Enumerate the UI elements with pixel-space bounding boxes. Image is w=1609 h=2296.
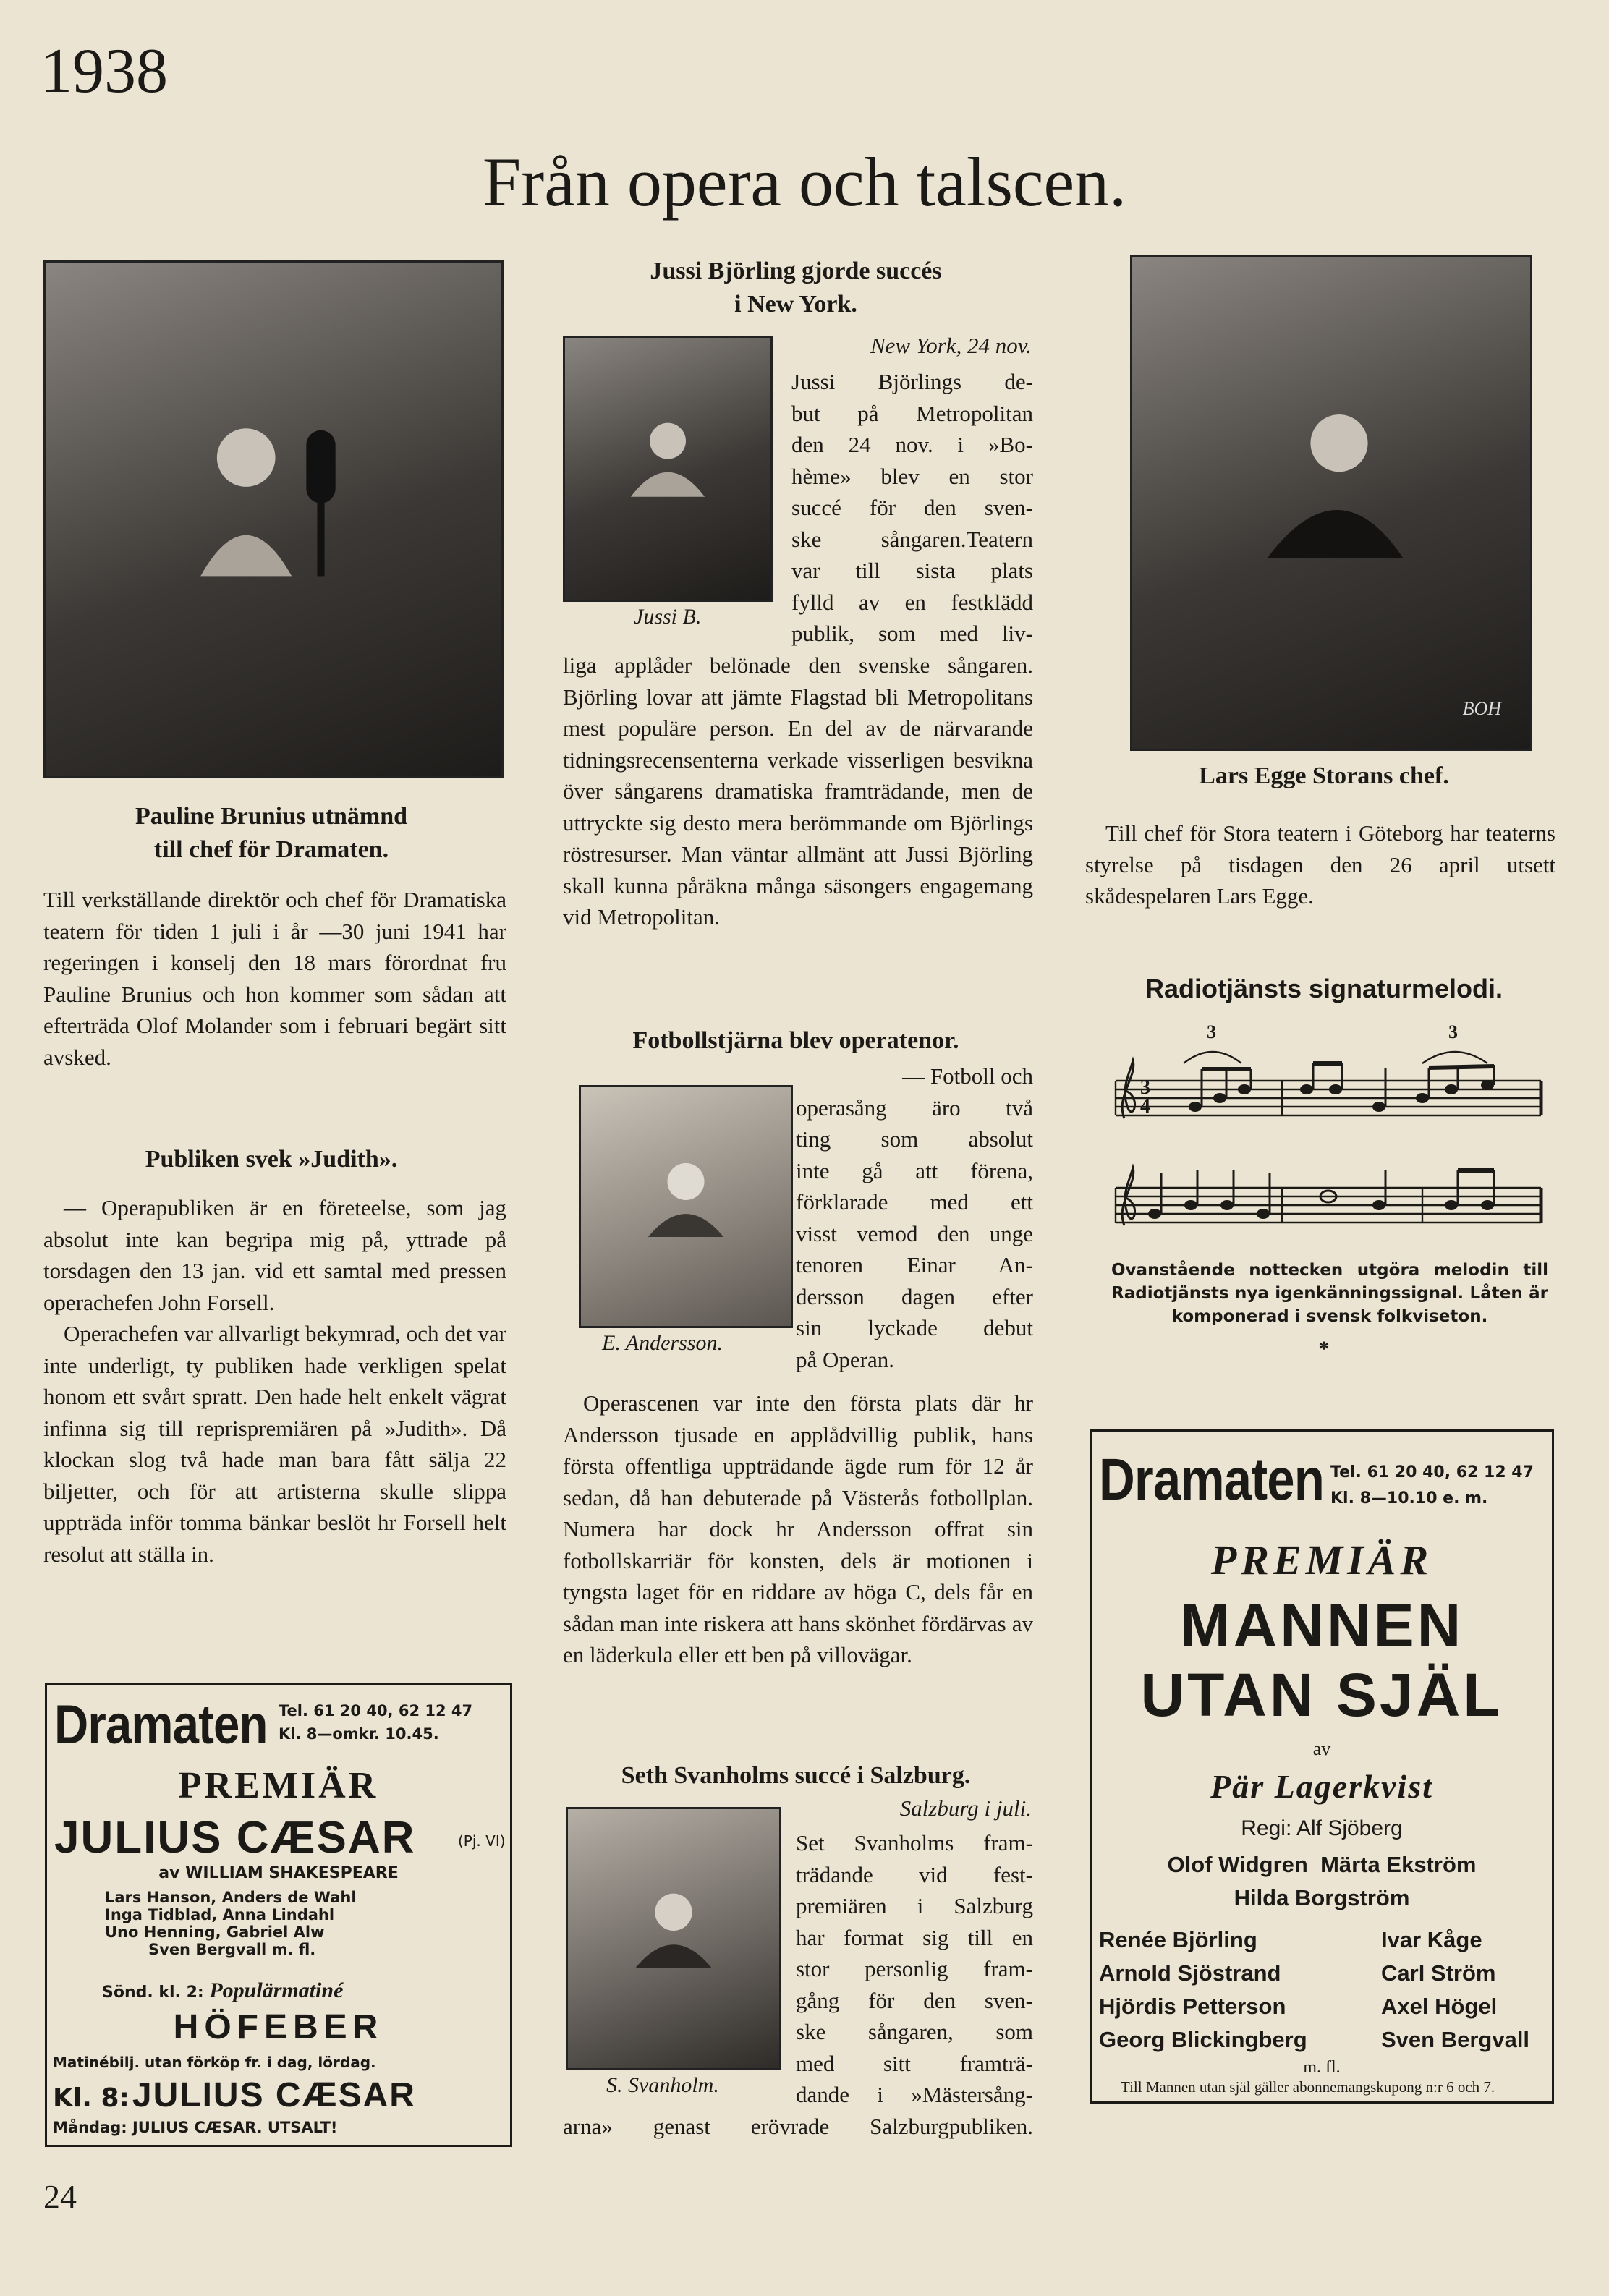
egge-body: Till chef för Stora teatern i Göteborg har teaterns styrelse på tisdagen den 26 april utsett skådespelaren Lars Egge. xyxy=(1085,820,1555,909)
ad1-matinee: Matinébilj. utan förköp fr. i dag, lördag. xyxy=(53,2054,376,2071)
bjorling-line: hème» blev en stor xyxy=(791,463,1033,489)
ad2-theater: Dramaten xyxy=(1099,1447,1325,1513)
ad1-play: JULIUS CÆSAR xyxy=(54,1813,416,1863)
svanholm-line: trädande vid fest- xyxy=(796,1861,1033,1887)
bjorling-dateline: New York, 24 nov. xyxy=(870,333,1032,358)
judith-paragraph-1: — Operapubliken är en företeelse, som jag absolut inte kan begripa mig på, yttrade på torsdagen den 13 jan. vid ett samtal med pressen operachefen John Forsell. xyxy=(43,1195,506,1315)
svanholm-line: gång för den sven- xyxy=(796,1987,1033,2013)
bjorling-headline xyxy=(557,255,1035,321)
ad2-cast-name: Carl Ström xyxy=(1381,1960,1496,1986)
ad2-cast-name: Georg Blickingberg xyxy=(1099,2027,1307,2052)
svanholm-line: Set Svanholms fram- xyxy=(796,1830,1033,1855)
triplet-mark-2: 3 xyxy=(1448,1021,1458,1042)
time-signature-top: 3 xyxy=(1140,1076,1150,1099)
ad1-evening-label: Kl. 8: xyxy=(53,2083,130,2113)
brunius-headline xyxy=(43,800,499,867)
ad2-author: Pär Lagerkvist xyxy=(1210,1768,1433,1805)
bjorling-body: liga applåder belönade den svenske sångaren. Björling lovar att jämte Flagstad bli Metropolitans mest populäre person. En del av de närvarande tidningsrecensenterna verkade visserligen besvikna över sångarens dramatiska framträdande, men de uttryckte sig desto mera berömmande om Björlings röstresurser. Man väntar allmänt att Jussi Björling skall kunna påräkna många säsongers engagemang vid Metropolitan. xyxy=(563,652,1033,930)
svanholm-dateline: Salzburg i juli. xyxy=(899,1795,1032,1821)
ad2-play-line2: UTAN SJÄL xyxy=(1140,1661,1503,1729)
andersson-line: dersson dagen efter xyxy=(796,1283,1033,1309)
ad2-cast-name: Axel Högel xyxy=(1381,1994,1498,2019)
ad1-sunday xyxy=(102,1978,343,2003)
ad2-tel: Tel. 61 20 40, 62 12 47 xyxy=(1330,1463,1534,1481)
page-year: 1938 xyxy=(41,36,168,106)
bjorling-headline-line1: Jussi Björling gjorde succés xyxy=(650,258,942,284)
brunius-body: Till verkställande direktör och chef för Dramatiska teatern för tiden 1 juli i år —30 juni 1941 har regeringen i konselj den 18 mars förordnat fru Pauline Brunius och hon kommer som sådan att efterträda Olof Molander som i februari begärt sitt avsked. xyxy=(43,887,506,1070)
photo-jussi-bjorling xyxy=(563,336,773,602)
ad2-mfl: m. fl. xyxy=(1303,2058,1341,2077)
andersson-caption: E. Andersson. xyxy=(602,1331,723,1355)
ad1-play-note: (Pj. VI) xyxy=(458,1832,506,1850)
andersson-headline: Fotbollstjärna blev operatenor. xyxy=(632,1027,959,1054)
ad2-cast-name: Arnold Sjöstrand xyxy=(1099,1960,1281,1986)
bjorling-line: den 24 nov. i »Bo- xyxy=(791,432,1033,457)
andersson-line: på Operan. xyxy=(796,1346,894,1372)
music-score xyxy=(1111,1010,1545,1256)
portrait-icon xyxy=(632,1855,716,1997)
andersson-line: visst vemod den unge xyxy=(796,1220,1033,1246)
svanholm-last-line: arna» genast erövrade Salzburgpubliken. xyxy=(563,2114,1033,2139)
ad1-cast-line: Uno Henning, Gabriel Alw xyxy=(105,1923,325,1941)
andersson-line: ting som absolut xyxy=(796,1126,1033,1152)
radio-asterisk: * xyxy=(1318,1337,1330,1361)
svanholm-line: med sitt framträ- xyxy=(796,2050,1033,2076)
ad2-note: Till Mannen utan själ gäller abonnemangskupong n:r 6 och 7. xyxy=(1121,2078,1495,2096)
svanholm-caption: S. Svanholm. xyxy=(606,2073,719,2097)
andersson-line: sin lyckade debut xyxy=(796,1315,1033,1340)
ad2-cast-name: Sven Bergvall xyxy=(1381,2027,1530,2052)
triplet-mark-1: 3 xyxy=(1207,1021,1216,1042)
bjorling-line: succé för den sven- xyxy=(791,495,1033,520)
ad1-evening xyxy=(53,2075,416,2115)
brunius-headline-line2: till chef för Dramaten. xyxy=(153,836,389,863)
bjorling-headline-line2: i New York. xyxy=(734,291,857,318)
photo-lars-egge xyxy=(1130,255,1532,751)
bjorling-caption: Jussi B. xyxy=(634,605,702,629)
andersson-line: förklarade med ett xyxy=(796,1189,1033,1215)
photo-signature: BOH xyxy=(1462,698,1501,719)
svanholm-line: premiären i Salzburg xyxy=(796,1893,1033,1918)
ad1-author: av WILLIAM SHAKESPEARE xyxy=(158,1864,399,1882)
ad2-cast-name: Hjördis Petterson xyxy=(1099,1994,1286,2019)
andersson-line: operasång äro två xyxy=(796,1094,1033,1121)
svanholm-line: stor personlig fram- xyxy=(796,1956,1033,1981)
music-staves-icon xyxy=(1111,1010,1545,1256)
ad1-sunday-label: Sönd. kl. 2: xyxy=(102,1984,204,2002)
radio-caption: Ovanstående nottecken utgöra melodin till Radiotjänsts nya igenkänningssignal. Låten är komponerad i svensk folkviseton. xyxy=(1111,1261,1548,1326)
svanholm-line: dande i »Mästersång- xyxy=(796,2082,1033,2107)
judith-headline: Publiken svek »Judith». xyxy=(145,1146,398,1173)
bjorling-narrow xyxy=(791,366,1033,650)
ad1-time: Kl. 8—omkr. 10.45. xyxy=(279,1725,439,1743)
ad1-premiere: PREMIÄR xyxy=(178,1765,379,1806)
ad2-play-line1: MANNEN xyxy=(1179,1591,1464,1659)
ad2-regi: Regi: Alf Sjöberg xyxy=(1241,1816,1403,1840)
time-signature-bottom: 4 xyxy=(1140,1095,1150,1118)
portrait-microphone-icon xyxy=(182,352,365,635)
bjorling-line: fylld av en festklädd xyxy=(791,589,1033,615)
bjorling-line: var till sista plats xyxy=(791,558,1033,583)
ad1-evening-play: JULIUS CÆSAR xyxy=(132,2076,416,2114)
ad2-cast-top-row xyxy=(1092,1848,1552,1882)
judith-paragraph-2: Operachefen var allvarligt bekymrad, och det var inte underligt, ty publiken hade verkligen spelat honom ett svårt spratt. Den hade helt enkelt vägrat infinna sig till reprispremiären på »Judith». Då klockan slog två hade man bara fått sälja 22 biljetter, och för att artisterna skulle slippa uppträda inför tomma bänkar beslöt hr Forsell helt resolut att ställa in. xyxy=(43,1321,506,1567)
svanholm-headline: Seth Svanholms succé i Salzburg. xyxy=(621,1762,971,1789)
page-number: 24 xyxy=(43,2178,77,2215)
ad-mannen-utan-sjal xyxy=(1090,1429,1554,2104)
ad1-sunday-play: HÖFEBER xyxy=(173,2008,384,2046)
svanholm-line: ske sångaren, som xyxy=(796,2019,1033,2044)
ad2-av: av xyxy=(1312,1738,1331,1759)
portrait-icon xyxy=(627,383,709,527)
egge-headline: Lars Egge Storans chef. xyxy=(1199,762,1449,789)
ad1-cast-line: Inga Tidblad, Anna Lindahl xyxy=(105,1906,335,1923)
andersson-body: Operascenen var inte den första plats där hr Andersson tjusade en applådvillig publik, hans första offentliga uppträdande ägde rum för 12 år sedan, då han debuterade på Västerås fotbollplan. Numera har dock hr Andersson offrat sin fotbollskarriär för konsten, dels är motionen i tyngsta laget för en riddare av höga C, dels får en sådan man inte riskera att hans skönhet fördärvas av en läderkula eller ett ben på villovägar. xyxy=(563,1390,1033,1667)
ad2-cast-name: Renée Björling xyxy=(1099,1927,1257,1952)
ad-julius-caesar xyxy=(45,1683,512,2147)
bjorling-line: Jussi Björlings de- xyxy=(791,369,1033,394)
judith-body xyxy=(43,1192,506,1570)
photo-einar-andersson xyxy=(579,1085,793,1328)
photo-pauline-brunius xyxy=(43,260,504,778)
ad2-cast-name: Märta Ekström xyxy=(1320,1852,1477,1877)
ad1-cast-line: Sven Bergvall m. fl. xyxy=(148,1941,316,1958)
ad1-monday: Måndag: JULIUS CÆSAR. UTSALT! xyxy=(53,2119,338,2136)
ad2-cast-name: Ivar Kåge xyxy=(1381,1927,1482,1952)
brunius-headline-line1: Pauline Brunius utnämnd xyxy=(135,803,408,830)
andersson-line: tenoren Einar An- xyxy=(796,1252,1033,1277)
portrait-icon xyxy=(644,1129,728,1261)
ad2-cast-name: Hilda Borgström xyxy=(1234,1885,1410,1910)
andersson-line: — Fotboll och xyxy=(902,1063,1033,1089)
svanholm-narrow xyxy=(796,1827,1033,2111)
ad1-sunday-show: Populärmatiné xyxy=(209,1978,344,2002)
ad1-cast xyxy=(105,1889,357,1958)
portrait-icon xyxy=(1252,343,1411,613)
ad2-premiere: PREMIÄR xyxy=(1210,1536,1433,1583)
bjorling-line: ske sångaren.Teatern xyxy=(791,526,1033,552)
bjorling-line: publik, som med liv- xyxy=(791,621,1033,646)
andersson-line: inte gå att förena, xyxy=(796,1157,1033,1183)
bjorling-line: but på Metropolitan xyxy=(791,400,1033,426)
page-title: Från opera och talscen. xyxy=(482,143,1127,221)
ad2-cast-left xyxy=(1099,1923,1307,2057)
ad2-time: Kl. 8—10.10 e. m. xyxy=(1330,1489,1488,1508)
photo-seth-svanholm xyxy=(566,1807,781,2070)
ad1-cast-line: Lars Hanson, Anders de Wahl xyxy=(105,1889,357,1906)
ad1-tel: Tel. 61 20 40, 62 12 47 xyxy=(279,1702,473,1719)
radio-headline: Radiotjänsts signaturmelodi. xyxy=(1145,974,1503,1003)
ad2-cast-name: Olof Widgren xyxy=(1167,1852,1308,1877)
ad1-theater: Dramaten xyxy=(54,1694,268,1756)
svanholm-line: har format sig till en xyxy=(796,1924,1033,1950)
andersson-narrow xyxy=(796,1060,1033,1375)
ad2-cast-top xyxy=(1092,1848,1552,1915)
ad2-cast-right xyxy=(1381,1923,1529,2057)
